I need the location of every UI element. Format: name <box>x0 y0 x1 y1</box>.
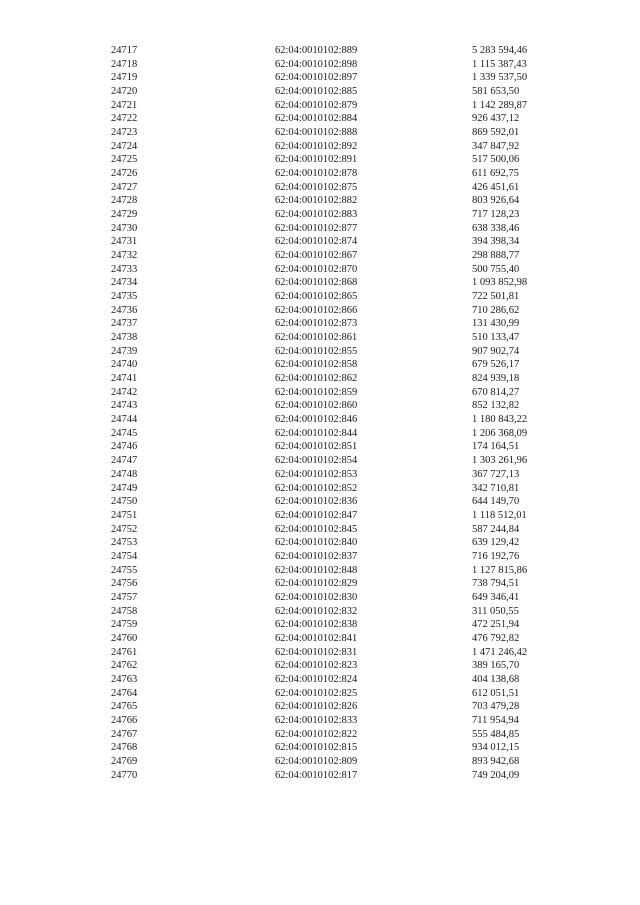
row-number: 24746 <box>111 441 138 453</box>
cadastral-value: 1 339 537,50 <box>472 72 528 84</box>
row-number: 24734 <box>111 277 138 289</box>
row-number: 24741 <box>111 373 138 385</box>
row-number: 24748 <box>111 468 138 480</box>
table-row <box>0 126 640 140</box>
table-row <box>0 386 640 400</box>
row-number: 24731 <box>111 236 138 248</box>
row-number: 24765 <box>111 701 138 713</box>
cadastral-number: 62:04:0010102:867 <box>275 250 358 262</box>
cadastral-value: 367 727,13 <box>472 468 520 480</box>
table-row <box>0 495 640 509</box>
cadastral-value: 342 710,81 <box>472 482 520 494</box>
table-row <box>0 591 640 605</box>
cadastral-number: 62:04:0010102:833 <box>275 714 358 726</box>
row-number: 24728 <box>111 195 138 207</box>
cadastral-value: 555 484,85 <box>472 728 520 740</box>
cadastral-number: 62:04:0010102:858 <box>275 359 358 371</box>
cadastral-value: 611 692,75 <box>472 168 519 180</box>
table-row <box>0 454 640 468</box>
cadastral-number: 62:04:0010102:844 <box>275 427 358 439</box>
table-row <box>0 208 640 222</box>
cadastral-value: 298 888,77 <box>472 250 520 262</box>
cadastral-number: 62:04:0010102:817 <box>275 769 358 781</box>
row-number: 24733 <box>111 263 138 275</box>
row-number: 24747 <box>111 455 138 467</box>
row-number: 24739 <box>111 345 138 357</box>
cadastral-value: 638 338,46 <box>472 222 520 234</box>
row-number: 24769 <box>111 755 138 767</box>
row-number: 24744 <box>111 414 138 426</box>
cadastral-number: 62:04:0010102:868 <box>275 277 358 289</box>
table-row <box>0 58 640 72</box>
cadastral-number: 62:04:0010102:836 <box>275 496 358 508</box>
cadastral-number: 62:04:0010102:838 <box>275 619 358 631</box>
cadastral-number: 62:04:0010102:861 <box>275 332 358 344</box>
table-row <box>0 523 640 537</box>
cadastral-number: 62:04:0010102:825 <box>275 687 358 699</box>
row-number: 24749 <box>111 482 138 494</box>
table-row <box>0 331 640 345</box>
cadastral-number: 62:04:0010102:847 <box>275 509 358 521</box>
cadastral-number: 62:04:0010102:860 <box>275 400 358 412</box>
row-number: 24717 <box>111 45 138 56</box>
cadastral-number: 62:04:0010102:845 <box>275 523 358 535</box>
table-row <box>0 755 640 769</box>
cadastral-number: 62:04:0010102:853 <box>275 468 358 480</box>
cadastral-number: 62:04:0010102:837 <box>275 550 358 562</box>
table-row <box>0 235 640 249</box>
cadastral-number: 62:04:0010102:870 <box>275 263 358 275</box>
row-number: 24760 <box>111 632 138 644</box>
cadastral-value: 869 592,01 <box>472 127 520 139</box>
row-number: 24770 <box>111 769 138 781</box>
table-row <box>0 440 640 454</box>
row-number: 24754 <box>111 550 138 562</box>
cadastral-number: 62:04:0010102:892 <box>275 140 358 152</box>
cadastral-value: 1 471 246,42 <box>472 646 528 658</box>
cadastral-number: 62:04:0010102:878 <box>275 168 358 180</box>
cadastral-value: 803 926,64 <box>472 195 520 207</box>
cadastral-number: 62:04:0010102:809 <box>275 755 358 767</box>
cadastral-number: 62:04:0010102:854 <box>275 455 358 467</box>
table-row <box>0 345 640 359</box>
cadastral-value: 893 942,68 <box>472 755 520 767</box>
row-number: 24732 <box>111 250 138 262</box>
row-number: 24768 <box>111 742 138 754</box>
cadastral-value-table <box>0 44 640 782</box>
row-number: 24750 <box>111 496 138 508</box>
row-number: 24767 <box>111 728 138 740</box>
table-row <box>0 468 640 482</box>
cadastral-number: 62:04:0010102:875 <box>275 181 358 193</box>
cadastral-value: 907 902,74 <box>472 345 520 357</box>
table-row <box>0 181 640 195</box>
table-row <box>0 482 640 496</box>
row-number: 24757 <box>111 591 138 603</box>
cadastral-number: 62:04:0010102:897 <box>275 72 358 84</box>
cadastral-number: 62:04:0010102:824 <box>275 673 358 685</box>
cadastral-value: 5 283 594,46 <box>472 45 528 56</box>
row-number: 24738 <box>111 332 138 344</box>
cadastral-number: 62:04:0010102:846 <box>275 414 358 426</box>
cadastral-value: 581 653,50 <box>472 86 520 98</box>
cadastral-number: 62:04:0010102:855 <box>275 345 358 357</box>
table-row <box>0 71 640 85</box>
cadastral-value: 703 479,28 <box>472 701 520 713</box>
table-row <box>0 714 640 728</box>
cadastral-value: 1 093 852,98 <box>472 277 528 289</box>
cadastral-number: 62:04:0010102:883 <box>275 209 358 221</box>
row-number: 24726 <box>111 168 138 180</box>
table-row <box>0 741 640 755</box>
cadastral-value: 131 430,99 <box>472 318 520 330</box>
table-row <box>0 194 640 208</box>
cadastral-value: 612 051,51 <box>472 687 520 699</box>
cadastral-value: 1 206 368,09 <box>472 427 528 439</box>
cadastral-value: 587 244,84 <box>472 523 520 535</box>
cadastral-value: 426 451,61 <box>472 181 520 193</box>
cadastral-number: 62:04:0010102:830 <box>275 591 358 603</box>
cadastral-number: 62:04:0010102:831 <box>275 646 358 658</box>
cadastral-number: 62:04:0010102:822 <box>275 728 358 740</box>
table-row <box>0 577 640 591</box>
cadastral-value: 500 755,40 <box>472 263 520 275</box>
cadastral-number: 62:04:0010102:832 <box>275 605 358 617</box>
row-number: 24727 <box>111 181 138 193</box>
row-number: 24759 <box>111 619 138 631</box>
cadastral-number: 62:04:0010102:891 <box>275 154 358 166</box>
row-number: 24718 <box>111 58 138 70</box>
table-row <box>0 44 640 58</box>
cadastral-number: 62:04:0010102:841 <box>275 632 358 644</box>
cadastral-value: 517 500,06 <box>472 154 520 166</box>
cadastral-number: 62:04:0010102:877 <box>275 222 358 234</box>
cadastral-number: 62:04:0010102:889 <box>275 45 358 56</box>
table-row <box>0 140 640 154</box>
cadastral-number: 62:04:0010102:826 <box>275 701 358 713</box>
table-row <box>0 632 640 646</box>
table-row <box>0 509 640 523</box>
table-row <box>0 167 640 181</box>
cadastral-number: 62:04:0010102:829 <box>275 578 358 590</box>
row-number: 24737 <box>111 318 138 330</box>
cadastral-value: 749 204,09 <box>472 769 520 781</box>
table-row <box>0 304 640 318</box>
row-number: 24766 <box>111 714 138 726</box>
row-number: 24729 <box>111 209 138 221</box>
cadastral-number: 62:04:0010102:840 <box>275 537 358 549</box>
row-number: 24758 <box>111 605 138 617</box>
table-row <box>0 99 640 113</box>
cadastral-value: 639 129,42 <box>472 537 520 549</box>
table-row <box>0 263 640 277</box>
cadastral-value: 670 814,27 <box>472 386 520 398</box>
cadastral-value: 716 192,76 <box>472 550 520 562</box>
cadastral-value: 1 142 289,87 <box>472 99 528 111</box>
table-row <box>0 290 640 304</box>
cadastral-value: 472 251,94 <box>472 619 520 631</box>
cadastral-value: 649 346,41 <box>472 591 520 603</box>
row-number: 24725 <box>111 154 138 166</box>
cadastral-number: 62:04:0010102:884 <box>275 113 358 125</box>
cadastral-value: 1 303 261,96 <box>472 455 528 467</box>
cadastral-number: 62:04:0010102:874 <box>275 236 358 248</box>
cadastral-value: 710 286,62 <box>472 304 520 316</box>
table-row <box>0 618 640 632</box>
cadastral-number: 62:04:0010102:866 <box>275 304 358 316</box>
table-row <box>0 413 640 427</box>
table-row <box>0 112 640 126</box>
cadastral-number: 62:04:0010102:885 <box>275 86 358 98</box>
cadastral-number: 62:04:0010102:898 <box>275 58 358 70</box>
row-number: 24745 <box>111 427 138 439</box>
row-number: 24743 <box>111 400 138 412</box>
table-row <box>0 536 640 550</box>
cadastral-value: 679 526,17 <box>472 359 520 371</box>
cadastral-number: 62:04:0010102:879 <box>275 99 358 111</box>
table-row <box>0 317 640 331</box>
cadastral-number: 62:04:0010102:851 <box>275 441 358 453</box>
row-number: 24730 <box>111 222 138 234</box>
table-row <box>0 550 640 564</box>
row-number: 24764 <box>111 687 138 699</box>
table-row <box>0 399 640 413</box>
table-row <box>0 769 640 783</box>
row-number: 24722 <box>111 113 138 125</box>
row-number: 24742 <box>111 386 138 398</box>
cadastral-number: 62:04:0010102:882 <box>275 195 358 207</box>
cadastral-value: 852 132,82 <box>472 400 520 412</box>
cadastral-number: 62:04:0010102:862 <box>275 373 358 385</box>
table-row <box>0 728 640 742</box>
cadastral-value: 717 128,23 <box>472 209 520 221</box>
cadastral-value: 394 398,34 <box>472 236 520 248</box>
cadastral-value: 934 012,15 <box>472 742 520 754</box>
cadastral-number: 62:04:0010102:815 <box>275 742 358 754</box>
row-number: 24723 <box>111 127 138 139</box>
table-row <box>0 673 640 687</box>
cadastral-value: 1 115 387,43 <box>472 58 527 70</box>
table-row <box>0 646 640 660</box>
row-number: 24740 <box>111 359 138 371</box>
cadastral-value: 1 127 815,86 <box>472 564 528 576</box>
row-number: 24751 <box>111 509 138 521</box>
cadastral-value: 404 138,68 <box>472 673 520 685</box>
table-row <box>0 153 640 167</box>
row-number: 24736 <box>111 304 138 316</box>
row-number: 24719 <box>111 72 138 84</box>
cadastral-value: 722 501,81 <box>472 291 520 303</box>
cadastral-number: 62:04:0010102:865 <box>275 291 358 303</box>
row-number: 24756 <box>111 578 138 590</box>
cadastral-number: 62:04:0010102:823 <box>275 660 358 672</box>
cadastral-value: 389 165,70 <box>472 660 520 672</box>
table-row <box>0 85 640 99</box>
table-row <box>0 222 640 236</box>
cadastral-value: 1 118 512,01 <box>472 509 527 521</box>
row-number: 24762 <box>111 660 138 672</box>
cadastral-value: 824 939,18 <box>472 373 520 385</box>
cadastral-number: 62:04:0010102:852 <box>275 482 358 494</box>
cadastral-value: 347 847,92 <box>472 140 520 152</box>
table-row <box>0 427 640 441</box>
table-row <box>0 358 640 372</box>
row-number: 24753 <box>111 537 138 549</box>
cadastral-value: 926 437,12 <box>472 113 520 125</box>
table-row <box>0 687 640 701</box>
cadastral-value: 711 954,94 <box>472 714 519 726</box>
table-row <box>0 564 640 578</box>
cadastral-value: 174 164,51 <box>472 441 520 453</box>
table-row <box>0 700 640 714</box>
cadastral-number: 62:04:0010102:859 <box>275 386 358 398</box>
row-number: 24720 <box>111 86 138 98</box>
cadastral-value: 738 794,51 <box>472 578 520 590</box>
cadastral-value: 644 149,70 <box>472 496 520 508</box>
row-number: 24752 <box>111 523 138 535</box>
row-number: 24763 <box>111 673 138 685</box>
row-number: 24761 <box>111 646 138 658</box>
cadastral-number: 62:04:0010102:848 <box>275 564 358 576</box>
cadastral-value: 311 050,55 <box>472 605 519 617</box>
table-row <box>0 605 640 619</box>
table-row <box>0 249 640 263</box>
table-row <box>0 659 640 673</box>
row-number: 24755 <box>111 564 138 576</box>
cadastral-number: 62:04:0010102:888 <box>275 127 358 139</box>
cadastral-number: 62:04:0010102:873 <box>275 318 358 330</box>
cadastral-value: 510 133,47 <box>472 332 520 344</box>
row-number: 24724 <box>111 140 138 152</box>
cadastral-value: 1 180 843,22 <box>472 414 528 426</box>
row-number: 24735 <box>111 291 138 303</box>
table-row <box>0 372 640 386</box>
table-row <box>0 276 640 290</box>
cadastral-value: 476 792,82 <box>472 632 520 644</box>
row-number: 24721 <box>111 99 138 111</box>
